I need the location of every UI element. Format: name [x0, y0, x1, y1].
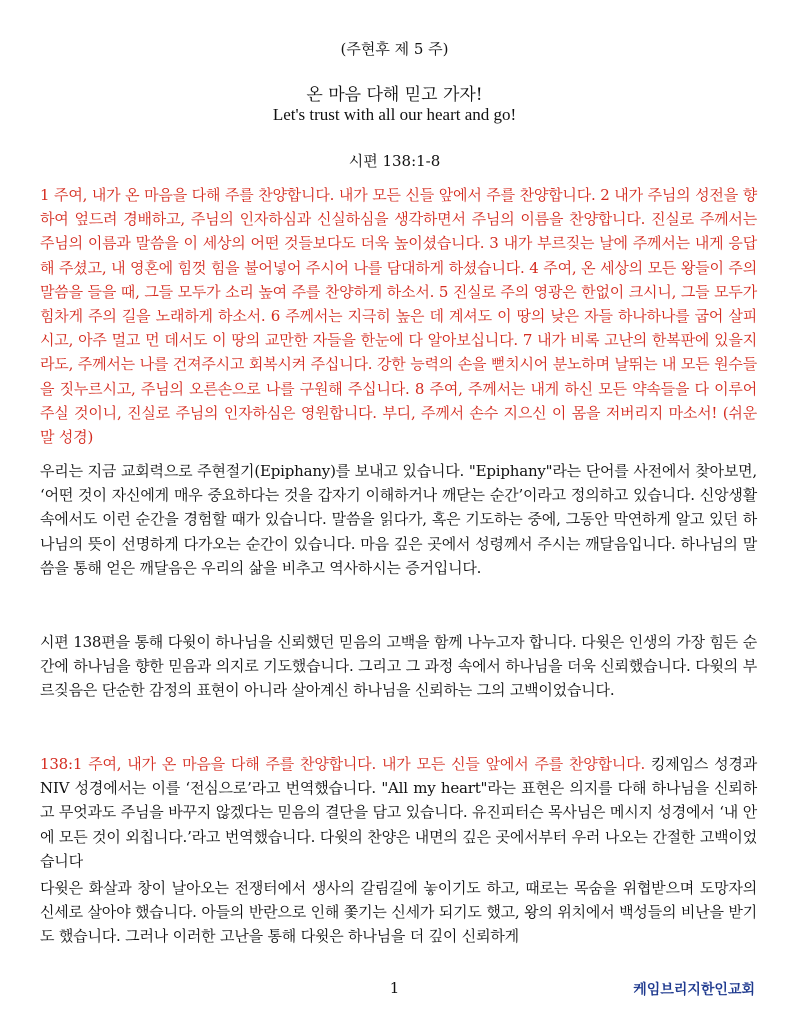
liturgical-season: (주현후 제 5 주): [340, 40, 449, 58]
sermon-title-korean: 온 마음 다해 믿고 가자!: [306, 85, 483, 105]
paragraph-verse-one: [40, 752, 757, 873]
scripture-text: 1 주여, 내가 온 마음을 다해 주를 찬양합니다. 내가 모든 신들 앞에서 주를 찬양합니다. 2 내가 주님의 성전을 향하여 엎드려 경배하고, 주님의 인자하심과 신실하심을 생각하면서 주님의 이름을 찬양합니다. 진실로 주께서는 주님의 이름과 말씀을 이 세상의 어떤 것들보다도 더욱 높이셨습니다. 3 내가 부르짖는 날에 주께서는 내게 응답해 주셨고, 내 영혼에 힘껏 힘을 불어넣어 주시어 나를 담대하게 하셨습니다. 4 주여, 온 세상의 모든 왕들이 주의 말씀을 들을 때, 그들 모두가 소리 높여 주를 찬양하게 하소서. 5 진실로 주의 영광은 한없이 크시니, 그들 모두가 힘차게 주의 길을 노래하게 하소서. 6 주께서는 지극히 높은 데 계셔도 이 땅의 낮은 자들 하나하나를 굽어 살피시고, 아주 멀고 먼 데서도 이 땅의 교만한 자들을 한눈에 다 알아보십니다. 7 내가 비록 고난의 한복판에 있을지라도, 주께서는 나를 건져주시고 회복시켜 주십니다. 강한 능력의 손을 뻗치시어 분노하며 날뛰는 내 모든 원수들을 짓누르시고, 주님의 오른손으로 나를 구원해 주십니다. 8 주여, 주께서는 내게 하신 모든 약속들을 다 이루어 주실 것이니, 진실로 주님의 인자하심은 영원합니다. 부디, 주께서 손수 지으신 이 몸을 저버리지 마소서! (쉬운말 성경): [40, 186, 757, 447]
page-number: 1: [389, 979, 400, 997]
paragraph-psalm-intro: 시편 138편을 통해 다윗이 하나님을 신뢰했던 믿음의 고백을 함께 나누고자 합니다. 다윗은 인생의 가장 힘든 순간에 하나님을 향한 믿음과 의지로 기도했습니다. 그리고 그 과정 속에서 하나님을 더욱 신뢰했습니다. 다윗의 부르짖음은 단순한 감정의 표현이 아니라 살아계신 하나님을 신뢰하는 그의 고백이었습니다.: [40, 633, 757, 700]
paragraph-epiphany: 우리는 지금 교회력으로 주현절기(Epiphany)를 보내고 있습니다. "Epiphany"라는 단어를 사전에서 찾아보면, ‘어떤 것이 자신에게 매우 중요하다는 것을 갑자기 이해하거나 깨닫는 순간’이라고 정의하고 있습니다. 신앙생활 속에서도 이런 순간을 경험할 때가 있습니다. 말씀을 읽다가, 혹은 기도하는 중에, 그동안 막연하게 알고 있던 하나님의 뜻이 선명하게 다가오는 순간이 있습니다. 마음 깊은 곳에서 성령께서 주시는 깨달음입니다. 하나님의 말씀을 통해 얻은 깨달음은 우리의 삶을 비추고 역사하시는 증거입니다.: [40, 462, 757, 577]
scripture-reference: 시편 138:1-8: [348, 152, 441, 170]
sermon-title-english: Let's trust with all our heart and go!: [272, 105, 517, 124]
paragraph-david-trials: 다윗은 화살과 창이 날아오는 전쟁터에서 생사의 갈림길에 놓이기도 하고, 때로는 목숨을 위협받으며 도망자의 신세로 살아야 했습니다. 아들의 반란으로 인해 쫓기는 신세가 되기도 했고, 왕의 위치에서 백성들의 비난을 받기도 했습니다. 그러나 이러한 고난을 통해 다윗은 하나님을 더 깊이 신뢰하게: [40, 879, 757, 946]
verse-quote: 138:1 주여, 내가 온 마음을 다해 주를 찬양합니다. 내가 모든 신들 앞에서 주를 찬양합니다.: [40, 755, 646, 773]
church-name: 케임브리지한인교회: [633, 982, 755, 998]
verse-commentary: 킹제임스 성경과 NIV 성경에서는 이를 ‘전심으로’라고 번역했습니다. "All my heart"라는 표현은 의지를 다해 하나님을 신뢰하고 무엇과도 주님을 바꾸지 않겠다는 믿음의 결단을 담고 있습니다. 유진피터슨 목사님은 메시지 성경에서 ‘내 안에 모든 것이 외칩니다.’라고 번역했습니다. 다윗의 찬양은 내면의 깊은 곳에서부터 우러 나오는 간절한 고백이었습니다: [40, 755, 758, 870]
